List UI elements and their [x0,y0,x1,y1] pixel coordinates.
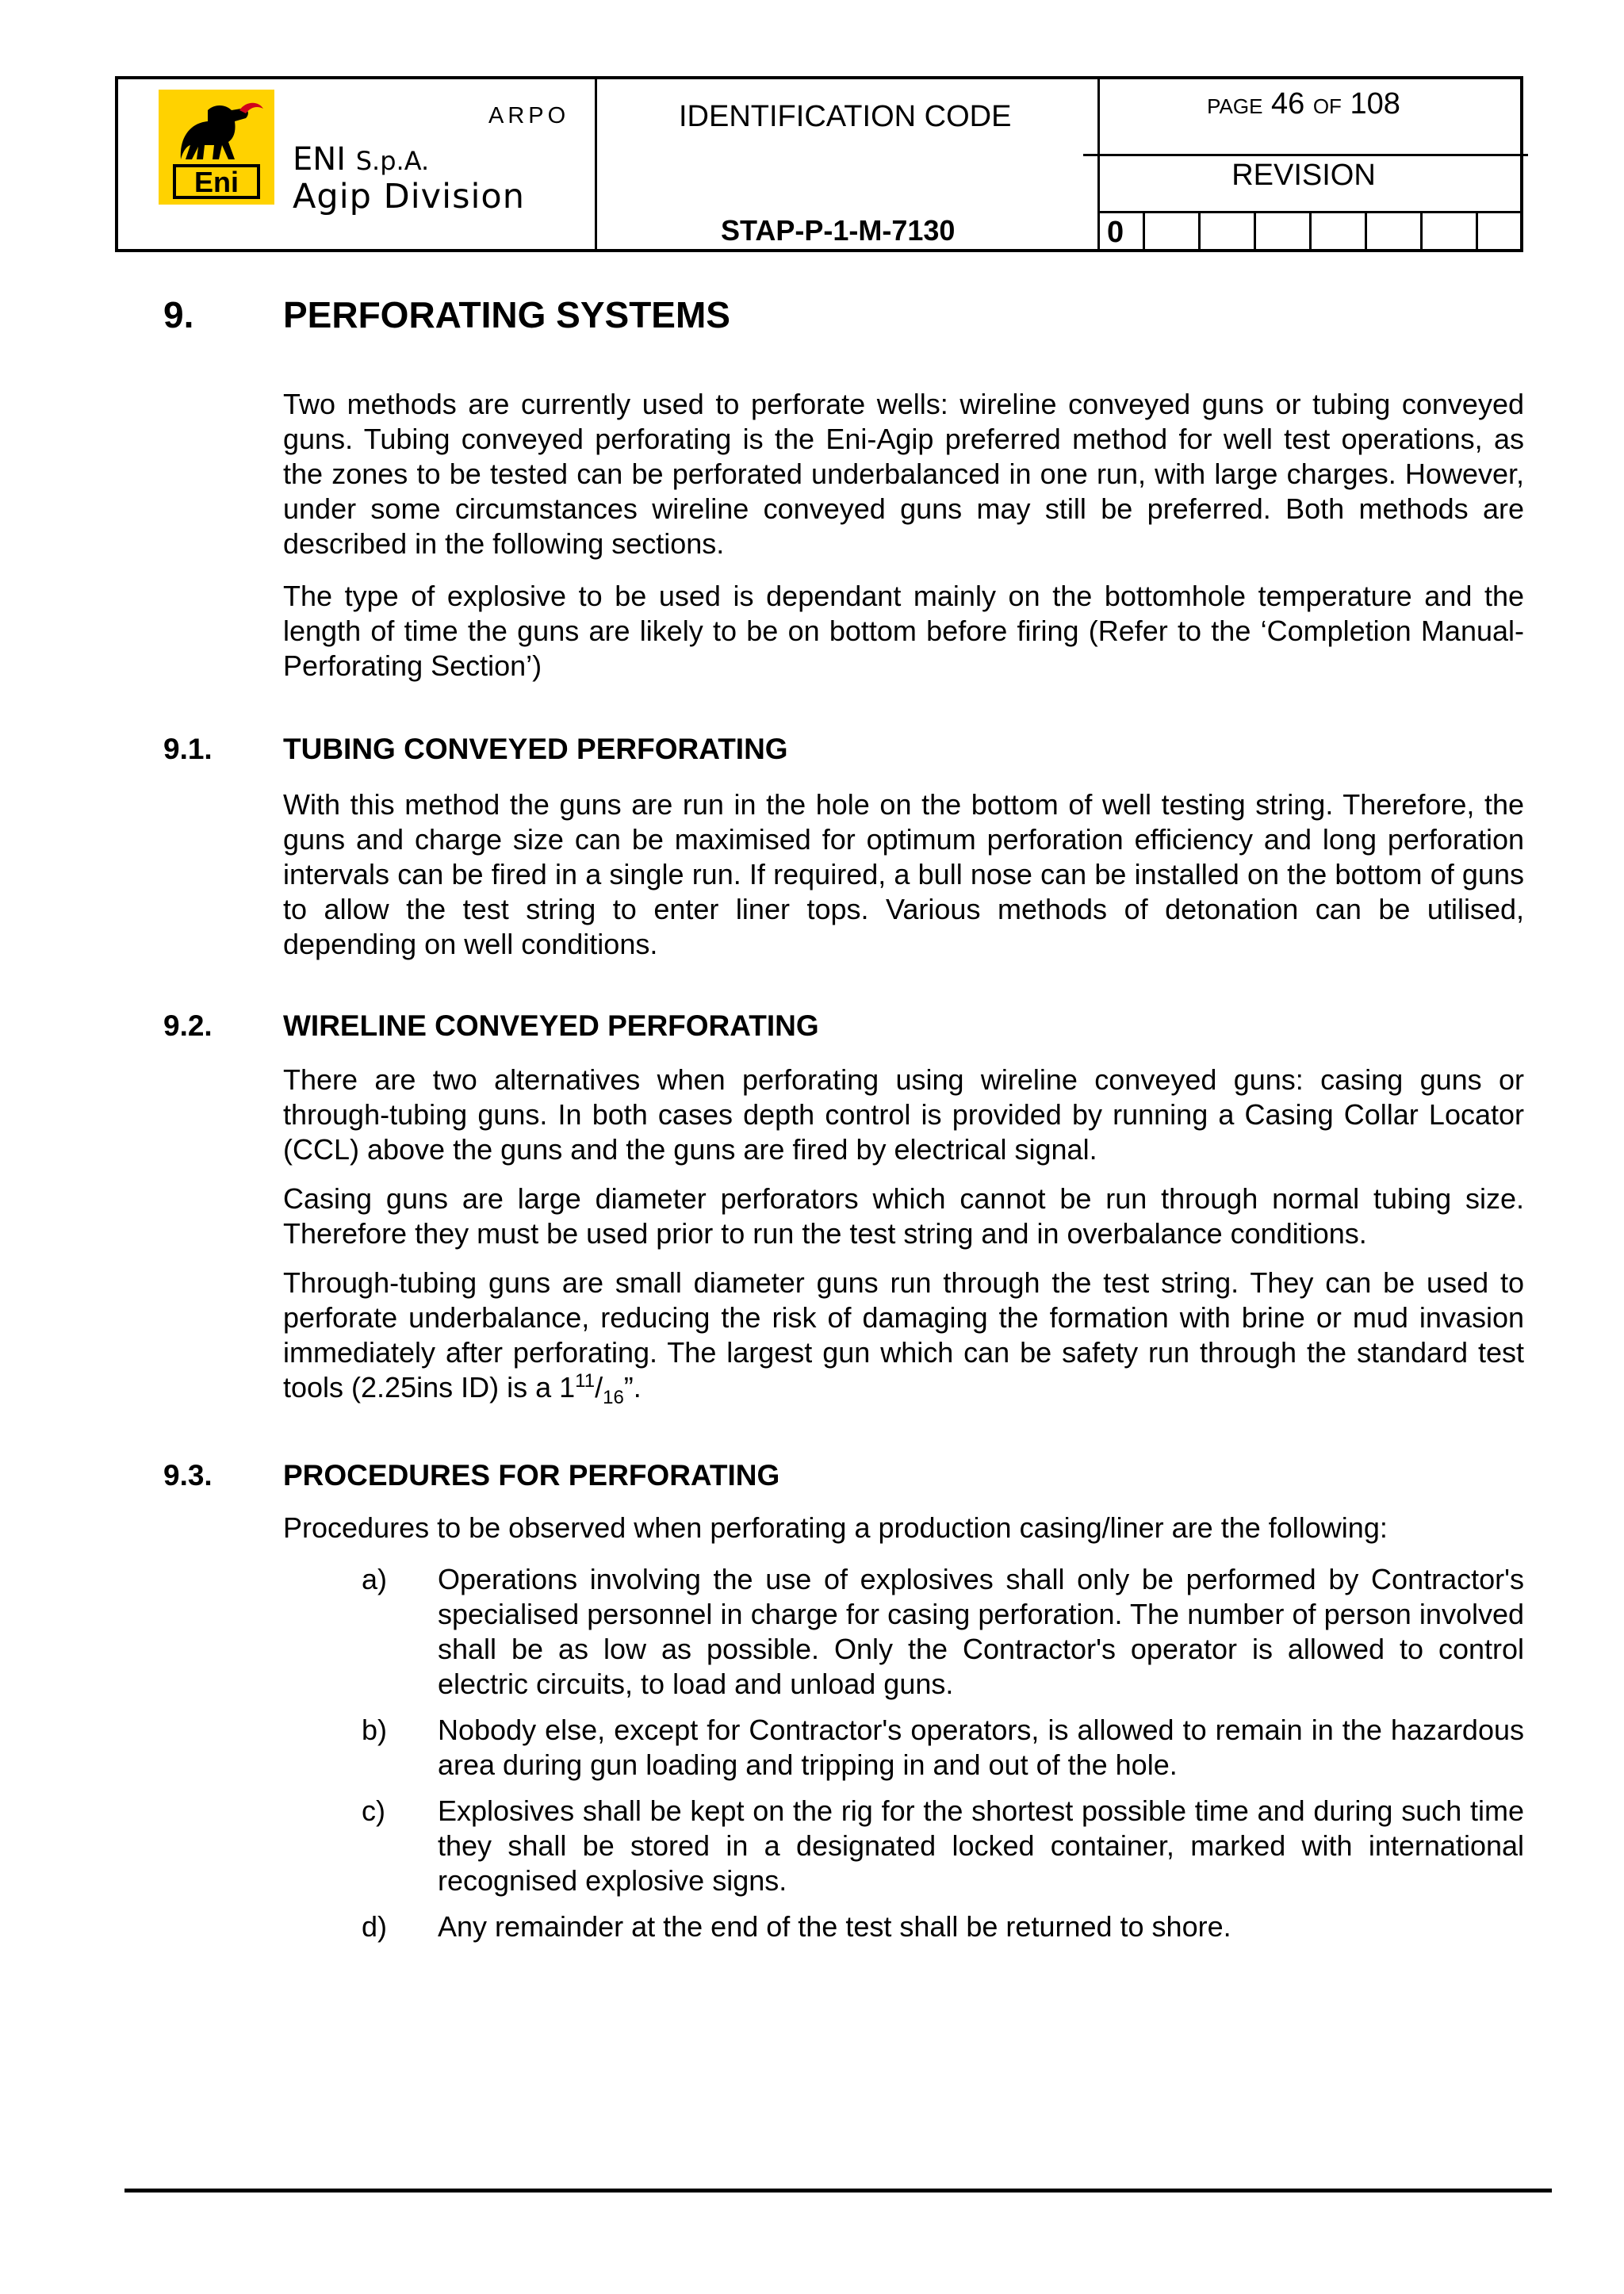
section-title: PERFORATING SYSTEMS [283,294,730,335]
company-suffix: S.p.A. [355,146,430,176]
footer-rule [124,2189,1552,2193]
section-number: 9. [163,294,194,335]
list-item: Any remainder at the end of the test shall be returned to shore. [438,1910,1231,1943]
subsection-paragraph: There are two alternatives when perforating using wireline conveyed guns: casing guns or through-tubing guns. In both cases depth control is provided by running a Casing Collar Locator (CCL) above the guns and the guns are fired by electrical signal. [283,1063,1524,1166]
fraction-slash: / [595,1371,603,1404]
subsection-title: WIRELINE CONVEYED PERFORATING [283,1009,819,1042]
subsection-paragraph: Procedures to be observed when perforating a production casing/liner are the following: [283,1511,1388,1544]
header-divider [1083,154,1528,156]
revision-cell-divider [1198,211,1201,249]
subsection-title: PROCEDURES FOR PERFORATING [283,1459,780,1492]
subsection-paragraph: Casing guns are large diameter perforators which cannot be run through normal tubing size. Therefore they must be used prior to run the test string and in overbalance conditions. [283,1182,1524,1250]
list-item: Operations involving the use of explosives shall only be performed by Contractor's specialised personnel in charge for casing perforation. The number of person involved shall be as low as possible. Only the Contractor's operator is allowed to control electric circuits, to load and unload guns. [438,1563,1524,1700]
identification-code-label: IDENTIFICATION CODE [679,100,1012,133]
paragraph-text: Through-tubing guns are small diameter guns run through the test string. They can be used to perforate underbalance, reducing the risk of damaging the formation with brine or mud invasion immediately after perforating. The largest gun which can be safety run through the standard test tools (2.25ins ID) is a 1 [283,1266,1524,1404]
list-item: Explosives shall be kept on the rig for the shortest possible time and during such time they shall be stored in a designated locked container, marked with international recognised explosive signs. [438,1794,1524,1897]
subsection-paragraph: With this method the guns are run in the hole on the bottom of well testing string. Therefore, the guns and charge size can be maximised for optimum perforation efficiency and long perforation intervals can be fired in a single run. If required, a bull nose can be installed on the bottom of guns to allow the test string to enter liner tops. Various methods of detonation can be utilised, depending on well conditions. [283,788,1524,960]
division-name: Agip Division [293,177,525,216]
list-item-letter: c) [362,1794,385,1827]
fraction-numerator: 11 [575,1370,596,1392]
list-item-letter: d) [362,1910,388,1943]
document-header [115,76,1523,252]
six-legged-dog-icon [159,90,274,205]
section-paragraph: Two methods are currently used to perforate wells: wireline conveyed guns or tubing conveyed guns. Tubing conveyed perforating is the Eni-Agip preferred method for well test operations, as the zones to be tested can be perforated underbalanced in one run, with large charges. However, under some circumstances wireline conveyed guns may still be preferred. Both methods are described in the following sections. [283,388,1524,560]
revision-cell-divider [1309,211,1312,249]
of-label: OF [1312,94,1342,118]
revision-cell-divider [1143,211,1145,249]
subsection-number: 9.2. [163,1009,213,1042]
paragraph-end: ”. [623,1371,642,1404]
revision-cell-divider [1254,211,1256,249]
revision-value: 0 [1107,216,1124,249]
page-total: 108 [1350,87,1400,121]
svg-text:Eni: Eni [193,166,239,198]
page-counter [1149,87,1458,121]
revision-cell-divider [1420,211,1423,249]
revision-cell-divider [1476,211,1478,249]
document-code: STAP-P-1-M-7130 [721,214,956,247]
company-main: ENI [293,141,346,178]
list-item-letter: b) [362,1714,388,1746]
eni-logo [159,90,274,205]
revision-cell-divider [1365,211,1367,249]
subsection-paragraph [283,1266,1524,1409]
subsection-number: 9.1. [163,733,213,765]
fraction-denominator: 16 [603,1387,624,1409]
list-item: Nobody else, except for Contractor's operators, is allowed to remain in the hazardous area during gun loading and tripping in and out of the hole. [438,1714,1524,1781]
list-item-letter: a) [362,1563,388,1595]
arpo-label: ARPO [488,103,570,128]
page-label: PAGE [1207,94,1263,118]
subsection-number: 9.3. [163,1459,213,1492]
section-paragraph: The type of explosive to be used is dependant mainly on the bottomhole temperature and the length of time the guns are likely to be on bottom before firing (Refer to the ‘Completion Manual-Perforating Section’) [283,580,1524,682]
company-name [293,141,429,178]
page-number: 46 [1270,87,1305,121]
header-divider [595,79,597,249]
subsection-title: TUBING CONVEYED PERFORATING [283,733,788,765]
revision-label: REVISION [1231,159,1376,192]
